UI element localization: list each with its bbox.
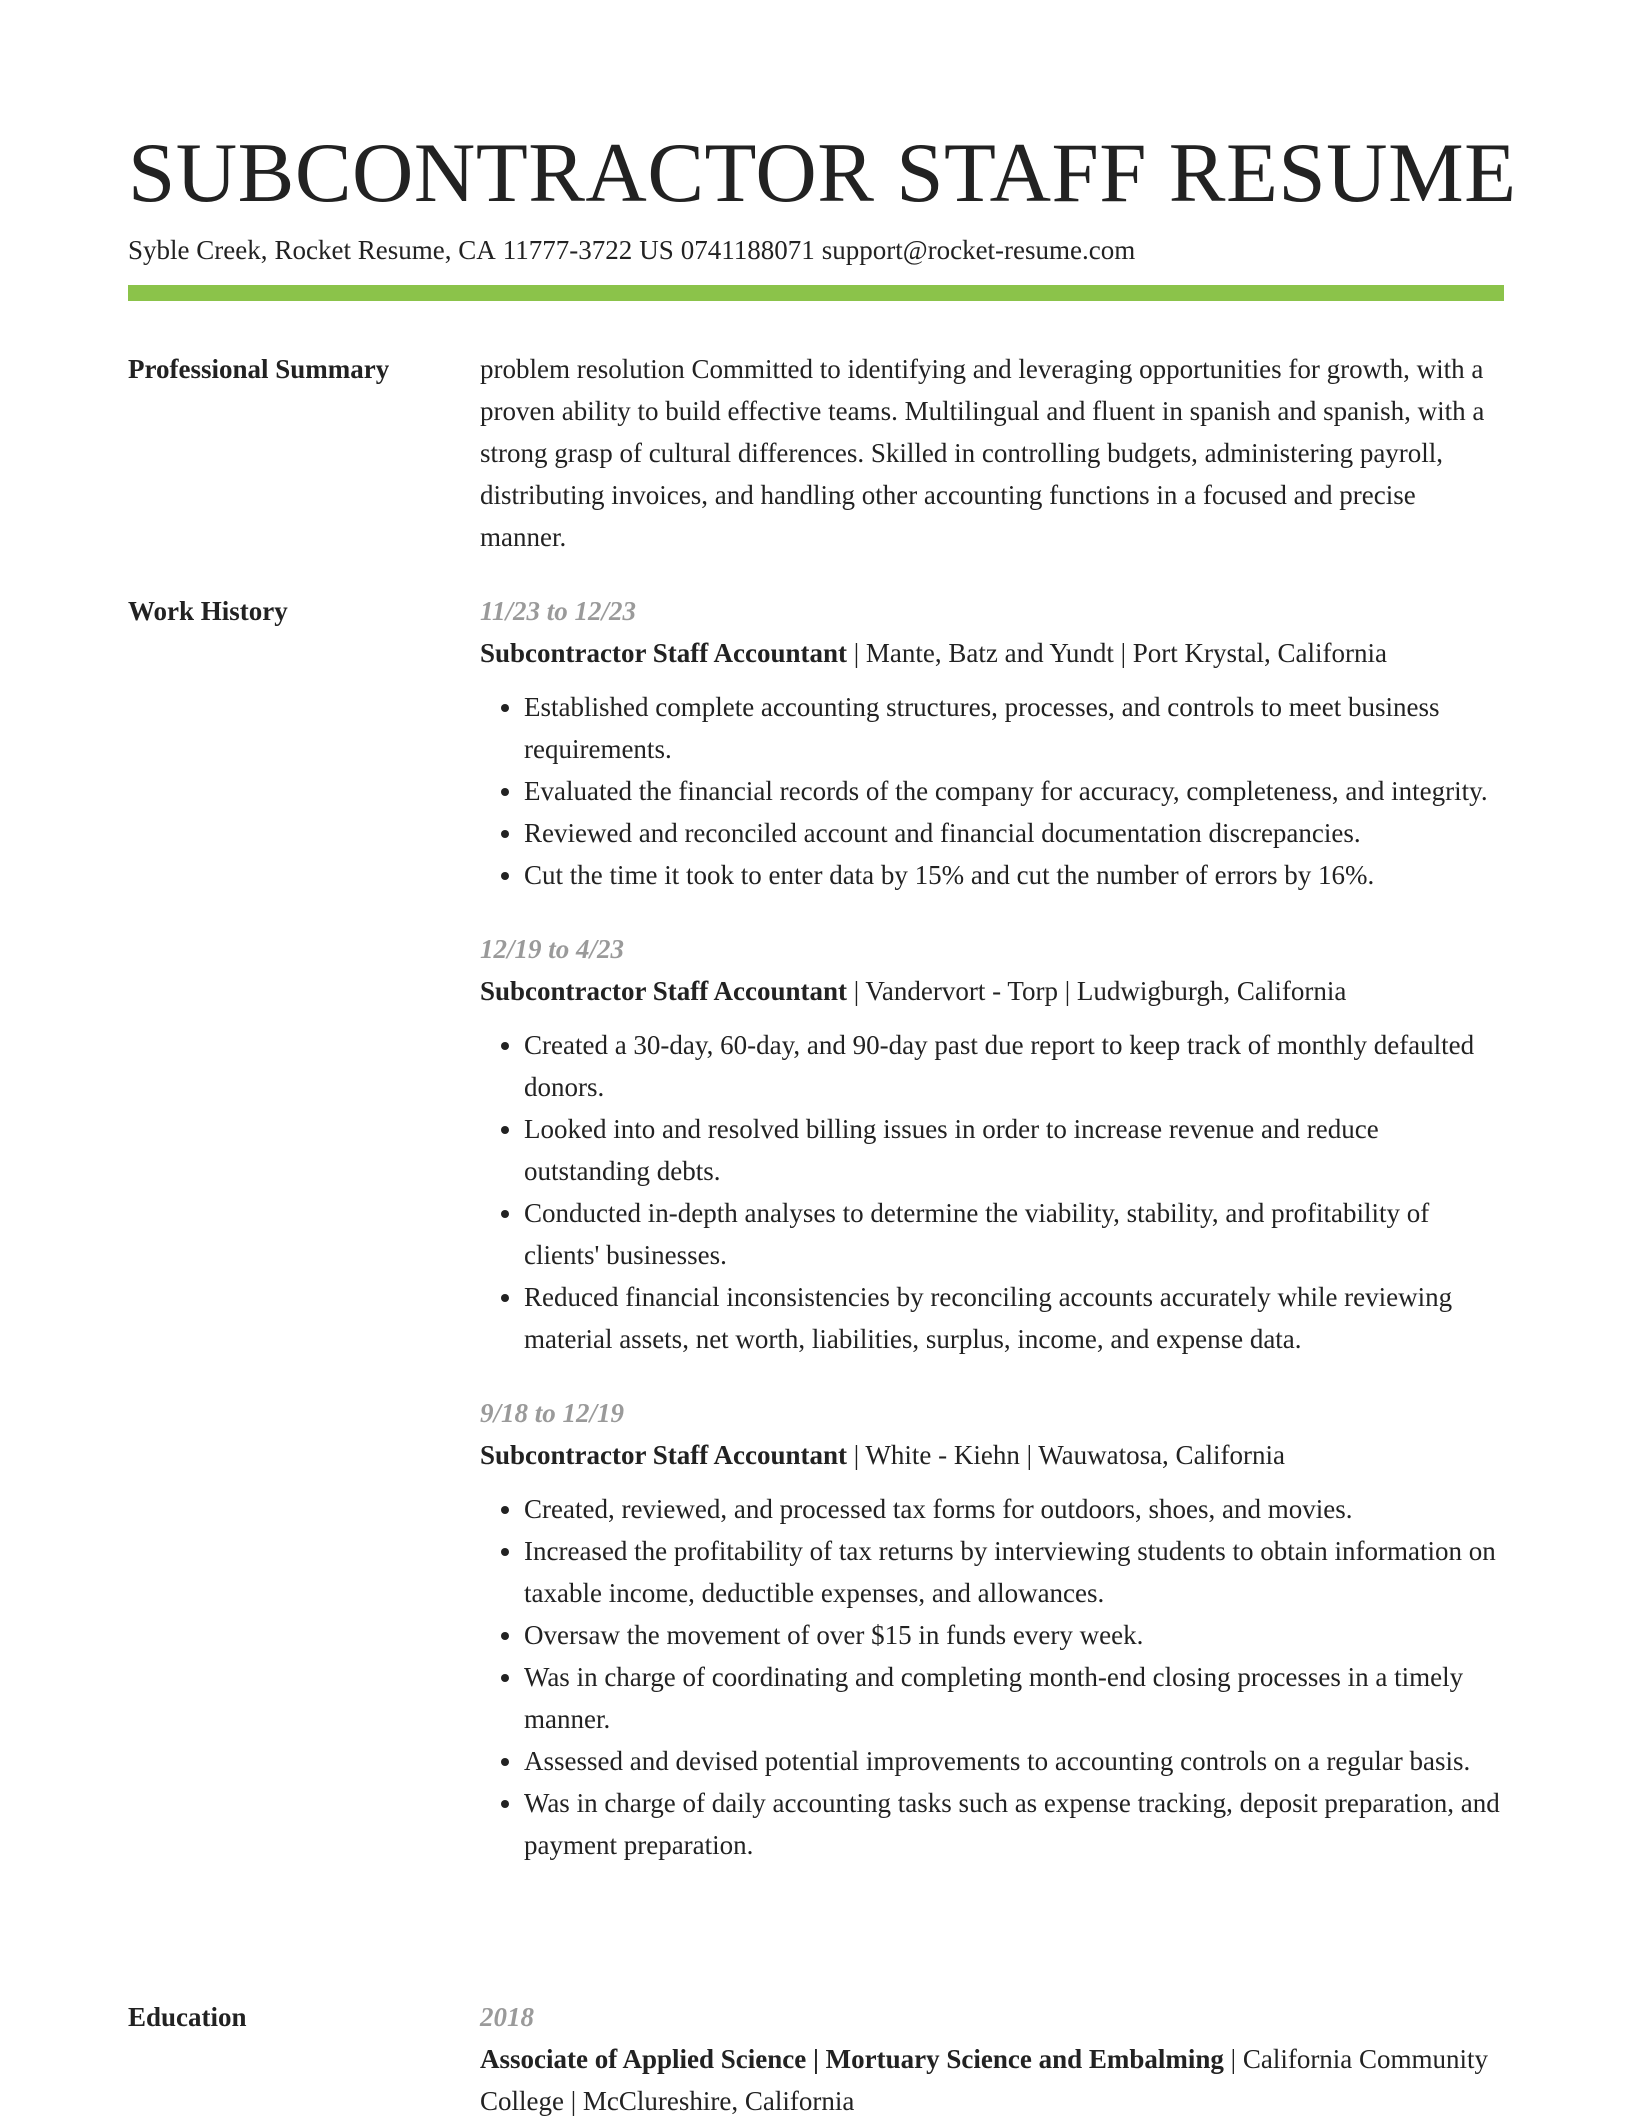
job-bullet: • Reviewed and reconciled account and financial documentation discrepancies. (524, 812, 1504, 854)
education-degree: Associate of Applied Science | Mortuary Science and Embalming (480, 2044, 1224, 2074)
job-bullet: • Reduced financial inconsistencies by reconciling accounts accurately while reviewing material assets, net worth, liabilities, surplus, income, and expense data. (524, 1276, 1504, 1360)
job-bullets (480, 686, 1504, 896)
job-details: | Mante, Batz and Yundt | Port Krystal, California (847, 638, 1387, 668)
job-title: Subcontractor Staff Accountant (480, 1440, 847, 1470)
summary-label: Professional Summary (128, 354, 390, 384)
job-dates: 12/19 to 4/23 (480, 934, 625, 964)
job-bullet: • Oversaw the movement of over $15 in funds every week. (524, 1614, 1504, 1656)
contact-city: Rocket Resume, CA (274, 235, 496, 265)
contact-country: US (639, 235, 674, 265)
job-bullet: • Cut the time it took to enter data by 15% and cut the number of errors by 16%. (524, 854, 1504, 896)
education-body (480, 1996, 1504, 2122)
education-label: Education (128, 2002, 247, 2032)
job-title: Subcontractor Staff Accountant (480, 638, 847, 668)
contact-line (128, 232, 1135, 268)
job-bullet: • Created a 30-day, 60-day, and 90-day past due report to keep track of monthly defaulted donors. (524, 1024, 1504, 1108)
job-entry (480, 928, 1504, 1360)
job-bullet: • Increased the profitability of tax returns by interviewing students to obtain information on taxable income, deductible expenses, and allowances. (524, 1530, 1504, 1614)
job-bullet: • Looked into and resolved billing issues in order to increase revenue and reduce outstanding debts. (524, 1108, 1504, 1192)
job-heading (480, 970, 1504, 1012)
work-history-body (480, 590, 1504, 1898)
job-bullets (480, 1024, 1504, 1360)
education-heading (480, 2038, 1504, 2122)
job-bullet: • Assessed and devised potential improvements to accounting controls on a regular basis. (524, 1740, 1504, 1782)
job-dates: 11/23 to 12/23 (480, 596, 637, 626)
job-bullet: • Was in charge of coordinating and completing month-end closing processes in a timely manner. (524, 1656, 1504, 1740)
job-bullet: • Conducted in-depth analyses to determine the viability, stability, and profitability of clients' businesses. (524, 1192, 1504, 1276)
accent-divider (128, 285, 1504, 301)
contact-phone: 0741188071 (680, 235, 815, 265)
job-bullet: • Created, reviewed, and processed tax forms for outdoors, shoes, and movies. (524, 1488, 1504, 1530)
job-entry (480, 590, 1504, 896)
work-history-label: Work History (128, 596, 288, 626)
job-bullet: • Evaluated the financial records of the company for accuracy, completeness, and integrity. (524, 770, 1504, 812)
summary-text: problem resolution Committed to identifying and leveraging opportunities for growth, with a proven ability to build effective teams. Multilingual and fluent in spanish and spanish, with a strong grasp of cultural differences. Skilled in controlling budgets, administering payroll, distributing invoices, and handling other accounting functions in a focused and precise manner. (480, 354, 1485, 552)
job-bullet: • Established complete accounting structures, processes, and controls to meet business requirements. (524, 686, 1504, 770)
job-title: Subcontractor Staff Accountant (480, 976, 847, 1006)
job-dates: 9/18 to 12/19 (480, 1398, 625, 1428)
education-details: | California Community College | McClureshire, California (480, 2044, 1489, 2116)
education-year: 2018 (480, 2002, 534, 2032)
job-heading (480, 1434, 1504, 1476)
contact-zip: 11777-3722 (502, 235, 633, 265)
job-details: | Vandervort - Torp | Ludwigburgh, California (847, 976, 1347, 1006)
summary-body (480, 348, 1504, 558)
resume-title: SUBCONTRACTOR STAFF RESUME (128, 126, 1517, 220)
contact-street: Syble Creek, (128, 235, 268, 265)
job-entry (480, 1392, 1504, 1866)
job-details: | White - Kiehn | Wauwatosa, California (847, 1440, 1286, 1470)
job-bullets (480, 1488, 1504, 1866)
job-heading (480, 632, 1504, 674)
contact-email: support@rocket-resume.com (821, 235, 1136, 265)
job-bullet: • Was in charge of daily accounting tasks such as expense tracking, deposit preparation, and payment preparation. (524, 1782, 1504, 1866)
